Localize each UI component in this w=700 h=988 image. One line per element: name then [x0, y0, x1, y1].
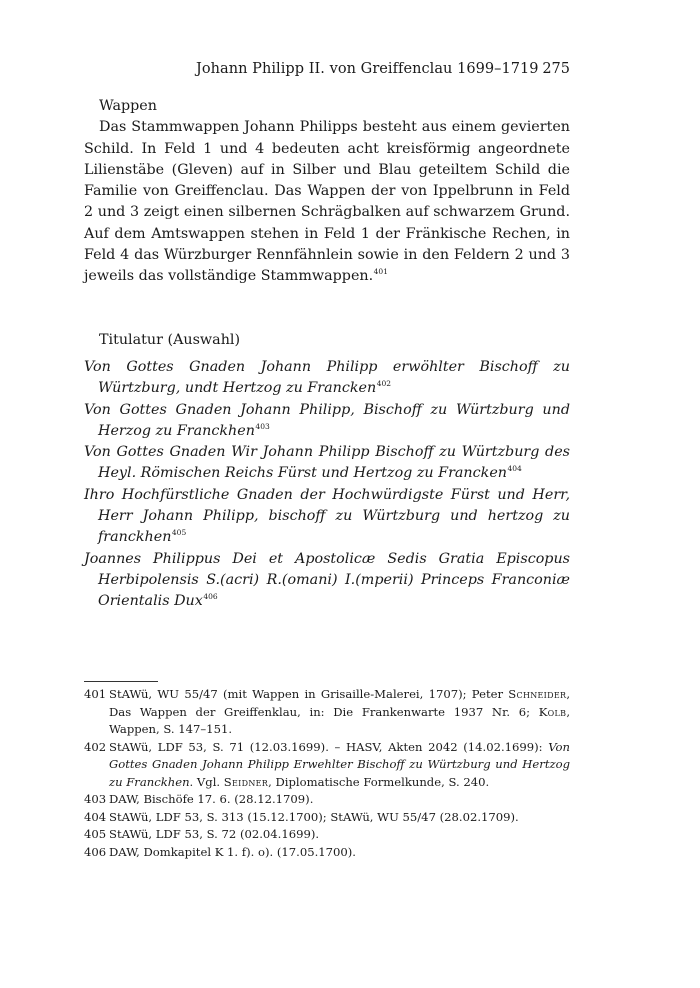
quoted-title: Von Gottes Gnaden Johann Philipp Erwehlter Bischoff zu Würtzburg und Hertzog zu Franckhen: [109, 739, 570, 789]
footnote-ref-405[interactable]: 405: [171, 528, 187, 538]
footnote: [84, 809, 570, 827]
footnotes: [84, 686, 570, 861]
titulatur-item: Von Gottes Gnaden Johann Philipp erwöhlter Bischoff zu Würtzburg, undt Hertzog zu Francken$^{402}$: [84, 358, 570, 397]
footnote-number: 405: [84, 827, 107, 841]
page-number: 275: [542, 61, 570, 77]
section-heading-titulatur: Titulatur (Auswahl): [99, 331, 241, 348]
titulatur-item: Von Gottes Gnaden Wir Johann Philipp Bischoff zu Würtzburg des Heyl. Römischen Reichs Fürst und Hertzog zu Francken$^{404}$: [84, 444, 570, 482]
footnote-text: StAWü, WU 55/47 (mit Wappen in Grisaille-Malerei, 1707); Peter Schneider, Das Wappen der Greiffenklau, in: Die Frankenwarte 1937 Nr. 6; Kolb, Wappen, S. 147–151.: [109, 687, 570, 736]
footnote: [84, 791, 570, 809]
wappen-paragraph: [84, 117, 570, 287]
footnote: [84, 739, 570, 792]
footnote: [84, 844, 570, 862]
footnote-text: DAW, Bischöfe 17. 6. (28.12.1709).: [109, 792, 314, 806]
footnote-number: 402: [84, 739, 107, 754]
footnote-ref-406[interactable]: 406: [203, 592, 218, 602]
running-title: Johann Philipp II. von Greiffenclau 1699–1719: [196, 61, 539, 77]
footnote-text: StAWü, LDF 53, S. 313 (15.12.1700); StAWü, WU 55/47 (28.02.1709).: [109, 809, 519, 824]
footnote-number: 401: [84, 687, 107, 701]
footnote-ref-404[interactable]: 404: [507, 464, 522, 474]
footnote-text: StAWü, LDF 53, S. 72 (02.04.1699).: [109, 827, 320, 841]
footnote-ref-401[interactable]: 401: [373, 267, 388, 277]
wappen-text: Das Stammwappen Johann Philipps besteht aus einem gevierten Schild. In Feld 1 und 4 bedeuten acht kreisförmig angeordnete Lilienstäbe (Gleven) auf in Silber und Blau geteiltem Schild die Familie von Greiffenclau. Das Wappen der von Ippelbrunn in Feld 2 und 3 zeigt einen silbernen Schrägbalken auf schwarzem Grund. Auf dem Amtswappen stehen in Feld 1 der Fränkische Rechen, in Feld 4 das Würzburger Rennfähnlein sowie in den Feldern 2 und 3 jeweils das vollständige Stammwappen.: [84, 119, 570, 285]
section-heading-wappen: Wappen: [99, 98, 157, 114]
footnote-number: 406: [84, 844, 107, 859]
footnote-number: 404: [84, 809, 107, 824]
titulatur-item: Joannes Philippus Dei et Apostolicæ Sedis Gratia Episcopus Herbipolensis S.(acri) R.(omani) I.(mperii) Princeps Franconiæ Orientalis Dux$^{406}$: [84, 550, 570, 610]
footnote-text: DAW, Domkapitel K 1. f). o). (17.05.1700).: [109, 844, 356, 859]
titulatur-item: Von Gottes Gnaden Johann Philipp, Bischoff zu Würtzburg und Herzog zu Franckhen$^{403}$: [84, 401, 570, 439]
titulatur-item: Ihro Hochfürstliche Gnaden der Hochwürdigste Fürst und Herr, Herr Johann Philipp, bischoff zu Würtzburg und hertzog zu franckhen$^{405}$: [84, 486, 570, 546]
author-name: Schneider: [508, 687, 567, 701]
author-name: Seidner: [223, 774, 269, 789]
running-header: [84, 61, 570, 83]
author-name: Kolb: [538, 704, 567, 719]
footnote: [84, 826, 570, 844]
footnote-text: StAWü, LDF 53, S. 71 (12.03.1699). – HASV, Akten 2042 (14.02.1699): Von Gottes Gnaden Johann Philipp Erwehlter Bischoff zu Würtzburg und Hertzog zu Franckhen. Vgl. Seidner, Diplomatische Formelkunde, S. 240.: [109, 739, 570, 789]
footnote-ref-403[interactable]: 403: [255, 421, 270, 431]
footnote-number: 403: [84, 792, 107, 806]
titulatur-list: [84, 357, 570, 613]
footnote-separator: [84, 681, 158, 682]
footnote-ref-402[interactable]: 402: [376, 379, 392, 389]
footnote: [84, 686, 570, 739]
main-text: [84, 96, 570, 613]
